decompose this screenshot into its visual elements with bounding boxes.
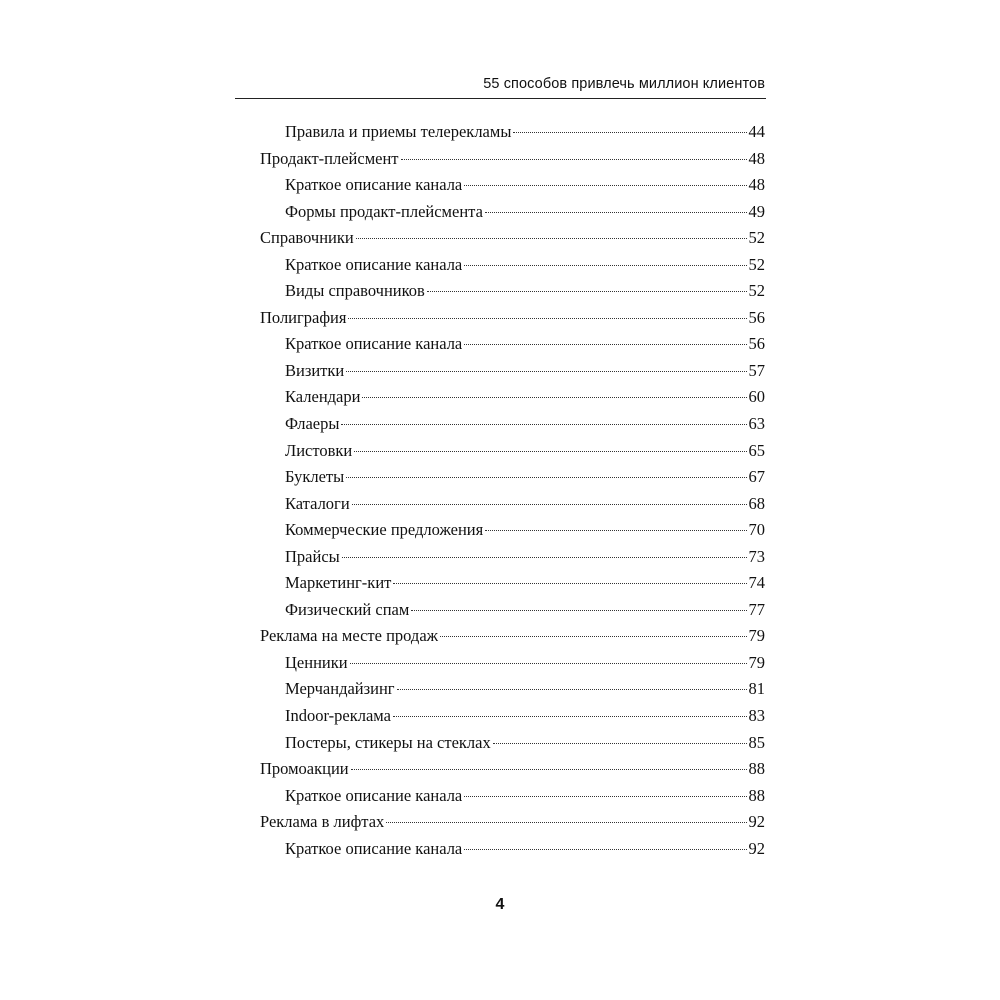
toc-entry-page: 74 <box>748 573 765 593</box>
toc-entry-page: 85 <box>748 732 765 752</box>
toc-subentry <box>260 597 765 624</box>
dot-leader <box>393 582 746 584</box>
toc-entry-page: 67 <box>748 467 765 487</box>
toc-subentry <box>260 703 765 730</box>
dot-leader <box>346 370 746 372</box>
toc-entry <box>260 305 765 332</box>
toc-entry-title: Краткое описание канала <box>285 334 463 354</box>
toc-entry-page: 79 <box>748 652 765 672</box>
toc-entry-title: Коммерческие предложения <box>285 520 484 540</box>
toc-entry-page: 92 <box>748 812 765 832</box>
toc-entry-page: 49 <box>748 201 765 221</box>
dot-leader <box>493 742 747 744</box>
dot-leader <box>464 343 746 345</box>
dot-leader <box>342 556 747 558</box>
toc-subentry <box>260 836 765 863</box>
toc-entry-title: Флаеры <box>285 414 340 434</box>
toc-entry-page: 52 <box>748 281 765 301</box>
toc-subentry <box>260 199 765 226</box>
dot-leader <box>393 715 747 717</box>
toc-entry-title: Продакт-плейсмент <box>260 148 399 168</box>
toc-entry-page: 44 <box>748 122 765 141</box>
dot-leader <box>354 450 746 452</box>
toc-subentry <box>260 650 765 677</box>
toc-subentry <box>260 491 765 518</box>
toc-subentry <box>260 464 765 491</box>
toc-entry-title: Формы продакт-плейсмента <box>285 201 483 221</box>
toc-subentry <box>260 172 765 199</box>
toc-entry-title: Справочники <box>260 228 354 248</box>
dot-leader <box>351 768 747 770</box>
toc-entry-page: 92 <box>748 838 765 858</box>
dot-leader <box>464 264 746 266</box>
toc-entry-title: Прайсы <box>285 546 340 566</box>
dot-leader <box>513 131 746 133</box>
dot-leader <box>411 609 746 611</box>
dot-leader <box>401 158 747 160</box>
toc-entry-title: Indoor-реклама <box>285 706 391 726</box>
toc-subentry <box>260 730 765 757</box>
toc-entry-page: 77 <box>748 599 765 619</box>
toc-subentry <box>260 438 765 465</box>
toc-subentry <box>260 411 765 438</box>
dot-leader <box>440 635 746 637</box>
toc-entry-page: 57 <box>748 360 765 380</box>
toc-entry-title: Краткое описание канала <box>285 785 463 805</box>
dot-leader <box>464 848 746 850</box>
dot-leader <box>485 529 746 531</box>
toc-entry-page: 70 <box>748 520 765 540</box>
toc-entry-title: Мерчандайзинг <box>285 679 395 699</box>
toc-entry-title: Промоакции <box>260 759 349 779</box>
toc-entry <box>260 146 765 173</box>
toc-subentry <box>260 783 765 810</box>
dot-leader <box>464 184 746 186</box>
toc-entry-title: Листовки <box>285 440 353 460</box>
toc-entry-title: Календари <box>285 387 361 407</box>
dot-leader <box>348 317 746 319</box>
toc-subentry <box>260 278 765 305</box>
toc-entry-title: Ценники <box>285 652 348 672</box>
toc-entry-page: 52 <box>748 228 765 248</box>
toc-entry-page: 88 <box>748 785 765 805</box>
toc-entry <box>260 225 765 252</box>
toc-entry-page: 48 <box>748 175 765 195</box>
toc-subentry <box>260 331 765 358</box>
dot-leader <box>485 211 747 213</box>
toc-entry-title: Краткое описание канала <box>285 175 463 195</box>
toc-entry-page: 83 <box>748 706 765 726</box>
toc-entry-page: 81 <box>748 679 765 699</box>
toc-entry-page: 73 <box>748 546 765 566</box>
toc-entry-page: 60 <box>748 387 765 407</box>
toc-entry-page: 65 <box>748 440 765 460</box>
toc-entry-page: 68 <box>748 493 765 513</box>
header-rule <box>235 98 766 99</box>
toc-entry-page: 56 <box>748 334 765 354</box>
toc-subentry <box>260 119 765 146</box>
toc-subentry <box>260 676 765 703</box>
dot-leader <box>427 290 747 292</box>
dot-leader <box>362 396 746 398</box>
toc-entry-title: Визитки <box>285 360 345 380</box>
toc-subentry <box>260 544 765 571</box>
toc-entry <box>260 623 765 650</box>
dot-leader <box>356 237 747 239</box>
toc-entry-page: 88 <box>748 759 765 779</box>
toc-subentry <box>260 517 765 544</box>
toc-entry-title: Виды справочников <box>285 281 425 301</box>
toc-entry-page: 79 <box>748 626 765 646</box>
toc-entry-page: 52 <box>748 254 765 274</box>
toc-entry-title: Физический спам <box>285 599 410 619</box>
toc-entry-title: Постеры, стикеры на стеклах <box>285 732 491 752</box>
dot-leader <box>350 662 747 664</box>
toc-entry-title: Реклама в лифтах <box>260 812 385 832</box>
toc-entry <box>260 756 765 783</box>
toc-subentry <box>260 252 765 279</box>
toc-subentry <box>260 570 765 597</box>
dot-leader <box>346 476 746 478</box>
dot-leader <box>386 821 746 823</box>
toc-entry-page: 63 <box>748 414 765 434</box>
toc-entry-title: Краткое описание канала <box>285 254 463 274</box>
running-header: 55 способов привлечь миллион клиентов <box>483 76 765 92</box>
table-of-contents <box>260 119 765 862</box>
dot-leader <box>397 688 747 690</box>
dot-leader <box>352 503 747 505</box>
toc-entry-title: Реклама на месте продаж <box>260 626 439 646</box>
toc-entry-title: Правила и приемы телерекламы <box>285 122 512 141</box>
dot-leader <box>341 423 746 425</box>
toc-entry-title: Маркетинг-кит <box>285 573 392 593</box>
toc-entry-title: Краткое описание канала <box>285 838 463 858</box>
toc-entry-title: Полиграфия <box>260 307 347 327</box>
toc-entry <box>260 809 765 836</box>
toc-subentry <box>260 384 765 411</box>
toc-entry-title: Буклеты <box>285 467 345 487</box>
toc-subentry <box>260 358 765 385</box>
page-number: 4 <box>495 896 505 913</box>
toc-entry-title: Каталоги <box>285 493 350 513</box>
toc-entry-page: 56 <box>748 307 765 327</box>
dot-leader <box>464 795 746 797</box>
toc-entry-page: 48 <box>748 148 765 168</box>
